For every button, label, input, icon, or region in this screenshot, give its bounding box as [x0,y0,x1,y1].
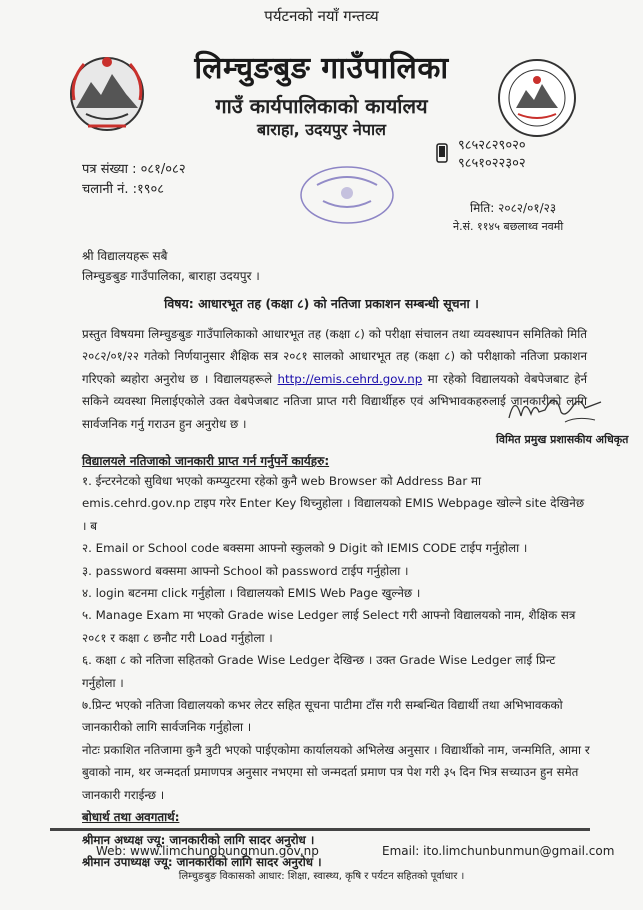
footer-tagline: लिम्चुङबुङ विकासको आधार: शिक्षा, स्वास्थ्य, कृषि र पर्यटन सहितको पूर्वाधार । [178,871,465,882]
cc-vice-chairperson: श्रीमान उपाध्यक्ष ज्यू: जानकारीको लागि सादर अनुरोध । [82,854,322,869]
cc-chairperson: श्रीमान अध्यक्ष ज्यू: जानकारीको लागि सादर अनुरोध । [82,832,315,847]
step-7: ७.प्रिन्ट भएको नतिजा विद्यालयको कभर लेटर सहित सूचना पाटीमा टाँस गरी सम्बन्धित विद्यार्थी तथा अभिभावकको जानकारीको लागि सार्वजनिक गर्नुहोला । [82,698,563,735]
office-name: गाउँ कार्यपालिकाको कार्यालय [215,94,428,118]
steps-list [82,470,592,873]
reference-block [82,160,186,200]
subject-line: विषय: आधारभूत तह (कक्षा ८) को नतिजा प्रकाशन सम्बन्धी सूचना । [164,296,479,311]
body-text-part-1: प्रस्तुत विषयमा लिम्चुङबुङ गाउँपालिकाको आधारभूत तह (कक्षा ८) को परीक्षा संचालन तथा व्यवस्थापन समितिको मिति २०८२/०१/२२ गतेको निर्णयानुसार शैक्षिक सत्र २०८१ सालको आधारभूत तह (कक्षा ८) को परीक्षाको नतिजा प्रकाशन गरिएको ब्यहोरा अनुरोध छ । विद्यालयहरूले [82,327,587,386]
step-4: ४. login बटनमा click गर्नुहोला । विद्यालयको EMIS Web Page खुल्नेछ । [82,586,421,601]
municipality-name: लिम्चुङबुङ गाउँपालिका [194,51,449,86]
step-2: २. Email or School code बक्समा आफ्नो स्कुलको 9 Digit को IEMIS CODE टाईप गर्नुहोला । [82,541,528,556]
step-1: १. ईन्टरनेटको सुविधा भएको कम्प्युटरमा रहेको कुनै web Browser को Address Bar मा emis.cehrd.gov.np टाइप गरेर Enter Key थिच्नुहोला । विद्यालयको EMIS Webpage खोल्ने site देखिनेछ । ब [82,474,585,533]
nepal-samvat-date: ने.सं. ११४५ बछलाथ्व नवमी [453,220,564,233]
office-address: बाराहा, उदयपुर नेपाल [257,120,386,139]
dispatch-number: चलानी नं. :१९०८ [82,182,165,197]
phone-number-1: ९८५२८२९०२० [458,138,526,153]
signatory-title: विमित प्रमुख प्रशासकीय अधिकृत [496,433,629,446]
addressee-line-2: लिम्चुङबुङ गाउँपालिका, बाराहा उदयपुर । [82,269,260,283]
letter-number: पत्र संख्या : ०८१/०८२ [82,162,186,177]
step-5: ५. Manage Exam मा भएको Grade wise Ledger लाई Select गरी आफ्नो विद्यालयको नाम, शैक्षिक सत्र २०८१ र कक्षा ८ छनौट गरी Load गर्नुहोला । [82,608,576,645]
step-6: ६. कक्षा ८ को नतिजा सहितको Grade Wise Ledger देखिन्छ । उक्त Grade Wise Ledger लाई प्रिन्ट गर्नुहोला । [82,653,556,690]
addressee [82,246,260,286]
cc-heading: बोधार्थ तथा अवगतार्थ: [82,810,180,825]
footer-website: Web: www.limchungbungmun.gov.np [96,844,319,858]
office-stamp-icon [295,163,395,233]
slogan: पर्यटनको नयाँ गन्तव्य [264,7,379,25]
footer-email: Email: ito.limchunbunmun@gmail.com [382,844,615,858]
letter-date: मिति: २०८२/०१/२३ [470,201,557,215]
steps-heading: विद्यालयले नतिजाको जानकारी प्राप्त गर्न गर्नुपर्ने कार्यहरु: [82,454,330,468]
note: नोटः प्रकाशित नतिजामा कुनै त्रुटी भएको पाईएकोमा कार्यालयको अभिलेख अनुसार । विद्यार्थीको नाम, जन्ममिति, आमा र बुवाको नाम, थर जन्मदर्ता प्रमाणपत्र अनुसार नभएमा सो जन्मदर्ता प्रमाण पत्र पेश गरी ३५ दिन भित्र सच्याउन हुन समेत जानकारी गराईन्छ । [82,742,590,802]
phone-numbers [458,137,526,173]
phone-number-2: ९८५१०२२३०२ [458,156,526,171]
municipality-logo-icon [496,56,578,140]
mobile-phone-icon [436,143,448,163]
addressee-line-1: श्री विद्यालयहरू सबै [82,249,168,263]
body-text-part-2: मा रहेको विद्यालयको वेबपेजबाट हेर्न सकिने व्यवस्था मिलाईएकोले उक्त वेबपेजबाट नतिजा प्राप्त गरी विद्यार्थीहरु एवं अभिभावकहरुलाई जानकारीको लागि सार्वजनिक गर्नु गराउन हुन अनुरोध छ । [82,371,588,431]
step-3: ३. password बक्समा आफ्नो School को password टाईप गर्नुहोला । [82,563,409,578]
signature [505,388,615,430]
emis-link[interactable]: http://emis.cehrd.gov.np [277,371,423,386]
footer-divider [50,828,590,831]
